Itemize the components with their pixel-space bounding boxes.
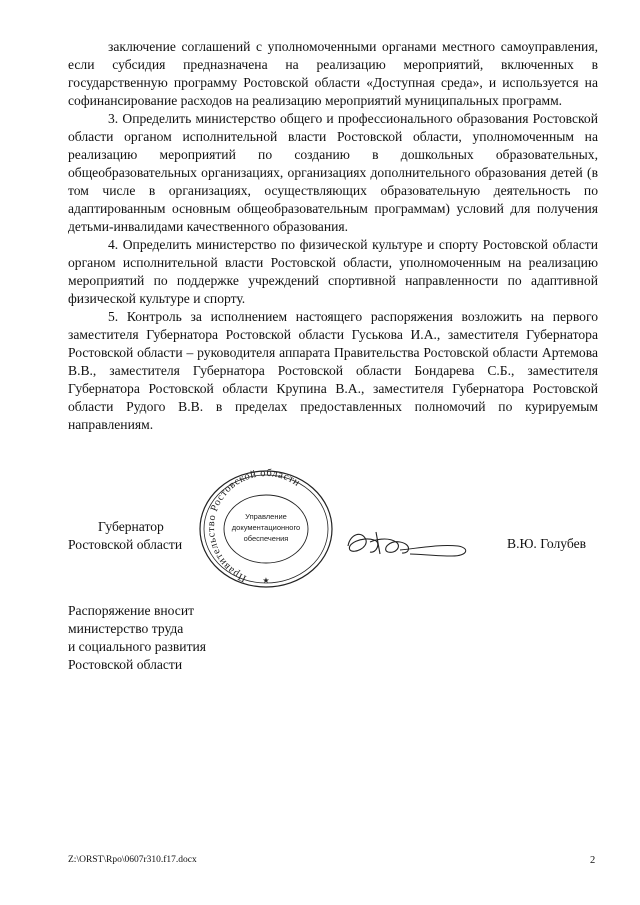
seal-ring-text: Правительство Ростовской области <box>206 468 302 584</box>
official-seal-stamp <box>196 468 336 590</box>
handwritten-signature <box>340 520 480 564</box>
submitter-note-line3: и социального развития <box>68 639 207 654</box>
document-body <box>68 38 598 434</box>
submitter-note-line2: министерство труда <box>68 621 184 636</box>
seal-center-line3: обеспечения <box>243 534 289 543</box>
seal-center-line2: документационного <box>231 523 301 532</box>
signatory-post-line1: Губернатор <box>98 519 164 534</box>
signatory-post-line2: Ростовской области <box>68 537 183 552</box>
paragraph-continuation: заключение соглашений с уполномоченными органами местного самоуправления, если субсидия предназначена на реализацию мероприятий, включенных в государственную программу Ростовской области «Доступная среда», и используется на софинансирование расходов на реализацию мероприятий муниципальных программ. <box>68 39 598 108</box>
submitter-note-line4: Ростовской области <box>68 657 183 672</box>
paragraph-3: 3. Определить министерство общего и профессионального образования Ростовской области органом исполнительной власти Ростовской области, уполномоченным на реализацию мероприятий по созданию в дошкольных образовательных, общеобразовательных организациях, организациях дополнительного образования детей (в том числе в организациях, осуществляющих образовательную деятельность по адаптированным основным общеобразовательным программам) условий для получения детьми-инвалидами качественного образования. <box>68 111 598 234</box>
page-number: 2 <box>590 855 596 866</box>
paragraph-5: 5. Контроль за исполнением настоящего распоряжения возложить на первого заместителя Губернатора Ростовской области Гуськова И.А., заместителя Губернатора Ростовской области – руководителя аппарата Правительства Ростовской области Артемова В.В., заместителя Губернатора Ростовской области Бондарева С.Б., заместителя Губернатора Ростовской области Крупина В.А., заместителя Губернатора Ростовской области Рудого В.В. в пределах предоставленных полномочий по курируемым направлениям. <box>68 309 598 432</box>
seal-center-line1: Управление <box>245 512 287 521</box>
footer-file-path: Z:\ORST\Rpo\0607r310.f17.docx <box>68 855 197 865</box>
signatory-name: В.Ю. Голубев <box>507 536 587 551</box>
submitter-note <box>68 602 206 674</box>
signatory-post <box>68 518 182 554</box>
paragraph-4: 4. Определить министерство по физической культуре и спорту Ростовской области органом исполнительной власти Ростовской области, уполномоченным на реализацию мероприятий по поддержке учреждений спортивной направленности по адаптивной физической культуре и спорту. <box>68 237 598 306</box>
seal-star-icon: ★ <box>262 576 270 585</box>
submitter-note-line1: Распоряжение вносит <box>68 603 195 618</box>
